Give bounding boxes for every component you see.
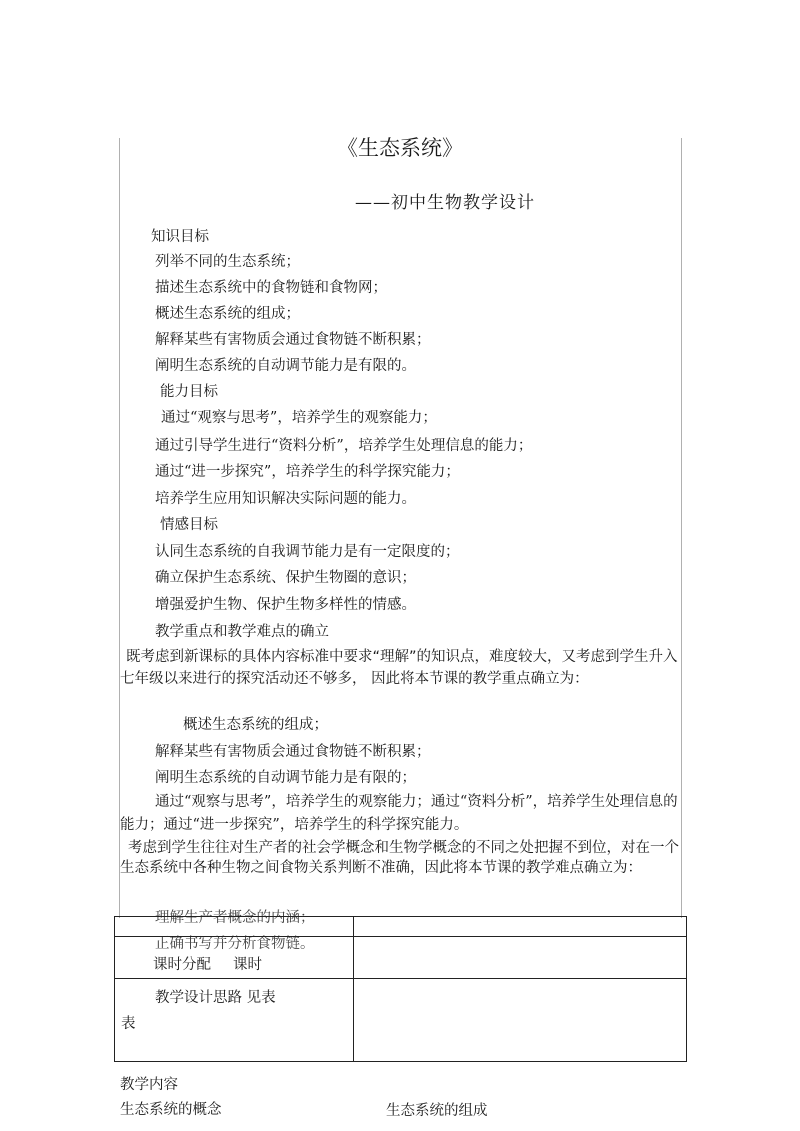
key-points-intro: 既考虑到新课标的具体内容标准中要求“理解”的知识点，难度较大，又考虑到学生升入七年级以来进行的探究活动还不够多， 因此将本节课的教学重点确立为： <box>120 649 678 687</box>
difficulty-intro: 考虑到学生往往对生产者的社会学概念和生物学概念的不同之处把握不到位，对在一个生态系统中各种生物之间食物关系判断不准确，因此将本节课的教学难点确立为： <box>120 840 679 876</box>
hours-label: 课时分配 <box>153 957 211 973</box>
hours-cell <box>115 937 354 979</box>
knowledge-item: 解释某些有害物质会通过食物链不断积累； <box>155 332 431 348</box>
hours-unit: 课时 <box>233 957 262 973</box>
knowledge-item: 概述生态系统的组成； <box>155 306 300 322</box>
document-subtitle: ——初中生物教学设计 <box>355 193 535 213</box>
knowledge-heading: 知识目标 <box>151 229 209 245</box>
ability-item: 培养学生应用知识解决实际问题的能力。 <box>155 491 416 507</box>
emotion-item: 认同生态系统的自我调节能力是有一定限度的； <box>155 544 460 560</box>
design-tail: 表 <box>121 1016 136 1032</box>
table-cell-empty <box>354 917 687 937</box>
emotion-item: 增强爱护生物、保护生物多样性的情感。 <box>155 597 416 613</box>
key-point-item: 概述生态系统的组成； <box>183 717 328 733</box>
knowledge-item: 描述生态系统中的食物链和食物网； <box>155 280 387 296</box>
emotion-heading: 情感目标 <box>160 517 218 533</box>
knowledge-item: 列举不同的生态系统； <box>155 254 300 270</box>
ability-item: 通过“观察与思考”，培养学生的观察能力； <box>161 410 437 426</box>
content-heading: 教学内容 <box>120 1077 178 1093</box>
frame-right-border <box>681 138 682 918</box>
design-value-cell <box>354 979 687 1062</box>
emotion-item: 确立保护生态系统、保护生物圈的意识； <box>155 570 416 586</box>
document-title: 《生态系统》 <box>337 136 463 160</box>
ability-item: 通过引导学生进行“资料分析”，培养学生处理信息的能力； <box>155 438 533 454</box>
lesson-info-table <box>114 916 687 1062</box>
ability-heading: 能力目标 <box>160 384 218 400</box>
content-item-composition: 生态系统的组成 <box>386 1103 488 1119</box>
table-cell-empty <box>115 917 354 937</box>
design-cell <box>115 979 354 1062</box>
ability-summary-paragraph: 通过“观察与思考”，培养学生的观察能力；通过“资料分析”，培养学生处理信息的能力；通过“进一步探究”，培养学生的科学探究能力。 <box>120 794 678 833</box>
knowledge-item: 阐明生态系统的自动调节能力是有限的。 <box>155 358 416 374</box>
key-point-item: 阐明生态系统的自动调节能力是有限的； <box>155 770 416 786</box>
content-item-concept: 生态系统的概念 <box>120 1102 222 1118</box>
key-points-heading: 教学重点和教学难点的确立 <box>155 624 329 640</box>
hours-value-cell <box>354 937 687 979</box>
design-label: 教学设计思路 见表 <box>155 990 276 1006</box>
difficulty-item: 理解生产者概念的内涵； <box>155 910 315 926</box>
key-point-item: 解释某些有害物质会通过食物链不断积累； <box>155 744 431 760</box>
difficulty-item: 正确书写并分析食物链。 <box>155 936 315 952</box>
ability-item: 通过“进一步探究”，培养学生的科学探究能力； <box>155 464 460 480</box>
